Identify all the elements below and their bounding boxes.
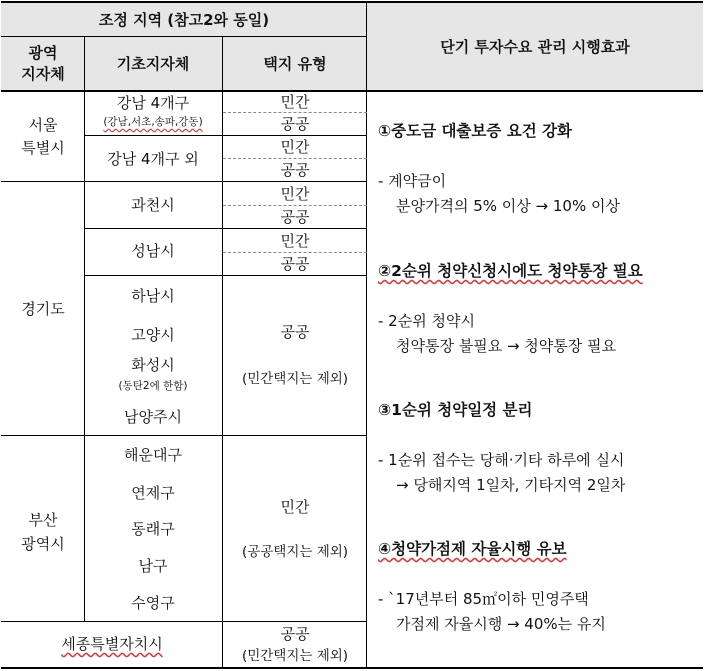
border-bottom bbox=[1, 667, 703, 669]
col-divider-metro bbox=[84, 36, 85, 622]
busan-sejong-line bbox=[1, 621, 367, 622]
seoul-type-2: 공공 bbox=[280, 115, 310, 133]
effect-1-line-2: 분양가격의 5% 이상 → 10% 이상 bbox=[396, 197, 620, 215]
col-basic-label: 기초지자체 bbox=[116, 55, 190, 73]
gyeonggi-public-type: 공공 bbox=[280, 323, 310, 341]
sejong-note: (민간택지는 제외) bbox=[241, 648, 349, 664]
col-land-type-label: 택지 유형 bbox=[263, 55, 327, 73]
hwaseong-label: 화성시 bbox=[131, 356, 175, 374]
col-metro-label-1: 광역 bbox=[28, 44, 58, 62]
dash-line-3 bbox=[223, 205, 367, 206]
effect-4-line-1: - `17년부터 85㎡이하 민영주택 bbox=[378, 590, 589, 608]
gwacheon-label: 과천시 bbox=[131, 196, 175, 214]
region-title: 조정 지역 (참고2와 동일) bbox=[98, 11, 270, 29]
busan-name-2: 광역시 bbox=[21, 535, 65, 553]
effect-4-title: ④청약가점제 자율시행 유보 bbox=[378, 540, 567, 558]
seoul-type-3: 민간 bbox=[280, 138, 310, 156]
seoul-type-1: 민간 bbox=[280, 93, 310, 111]
gangnam4-other-label: 강남 4개구 외 bbox=[107, 150, 199, 168]
effect-2-line-1: - 2순위 청약시 bbox=[378, 312, 475, 330]
effect-1-title: ①중도금 대출보증 요건 강화 bbox=[378, 122, 573, 140]
gwacheon-split-line bbox=[85, 228, 367, 229]
col-effect-label: 단기 투자수요 관리 시행효과 bbox=[440, 38, 630, 56]
sejong-name: 세종특별자치시 bbox=[61, 635, 163, 653]
border-top bbox=[1, 1, 703, 3]
seoul-gyeonggi-line bbox=[1, 181, 367, 182]
col-divider-effect bbox=[366, 1, 367, 669]
gwacheon-type-1: 민간 bbox=[280, 185, 310, 203]
effect-4-line-2: 가점제 자율시행 → 40%는 유지 bbox=[396, 615, 606, 633]
gyeonggi-public-note: (민간택지는 제외) bbox=[241, 371, 349, 387]
busan-district-3: 동래구 bbox=[131, 520, 175, 538]
dash-line-1 bbox=[223, 112, 367, 113]
effect-2-line-2: 청약통장 불필요 → 청약통장 필요 bbox=[396, 337, 617, 355]
gangnam-split-line bbox=[85, 135, 367, 136]
busan-type: 민간 bbox=[280, 498, 310, 516]
seongnam-type-2: 공공 bbox=[280, 255, 310, 273]
effect-3-line-1: - 1순위 접수는 당해·기타 하루에 실시 bbox=[378, 451, 625, 469]
seongnam-type-1: 민간 bbox=[280, 232, 310, 250]
header-bottom-line bbox=[1, 90, 703, 92]
effect-3-line-2: → 당해지역 1일차, 기타지역 2일차 bbox=[396, 476, 626, 494]
busan-district-5: 수영구 bbox=[131, 594, 175, 612]
seongnam-label: 성남시 bbox=[131, 242, 175, 260]
effect-1-line-1: - 계약금이 bbox=[378, 172, 447, 190]
col-metro-label-2: 지자체 bbox=[21, 65, 65, 83]
sejong-type: 공공 bbox=[280, 625, 310, 643]
hwaseong-note: (동탄2에 한함) bbox=[118, 380, 188, 392]
effect-2-title: ②2순위 청약신청시에도 청약통장 필요 bbox=[378, 262, 643, 280]
seoul-name-1: 서울 bbox=[28, 116, 58, 134]
seongnam-split-line bbox=[85, 275, 367, 276]
gyeonggi-busan-line bbox=[1, 435, 367, 436]
busan-district-2: 연제구 bbox=[131, 484, 175, 502]
seoul-name-2: 특별시 bbox=[21, 139, 65, 157]
gangnam4-label: 강남 4개구 bbox=[116, 94, 190, 112]
gwacheon-type-2: 공공 bbox=[280, 208, 310, 226]
busan-note: (공공택지는 제외) bbox=[241, 544, 349, 560]
dash-line-2 bbox=[223, 158, 367, 159]
effect-3-title: ③1순위 청약일정 분리 bbox=[378, 401, 533, 419]
namyangju-label: 남양주시 bbox=[124, 408, 182, 426]
busan-district-4: 남구 bbox=[138, 557, 168, 575]
goyang-label: 고양시 bbox=[131, 326, 175, 344]
header-sub-line bbox=[1, 36, 367, 37]
gangnam4-detail: (강남,서초,송파,강동) bbox=[103, 116, 203, 128]
hanam-label: 하남시 bbox=[131, 287, 175, 305]
busan-name-1: 부산 bbox=[28, 511, 58, 529]
dash-line-4 bbox=[223, 252, 367, 253]
busan-district-1: 해운대구 bbox=[124, 446, 182, 464]
gyeonggi-name: 경기도 bbox=[21, 300, 65, 318]
col-divider-basic bbox=[222, 36, 223, 668]
seoul-type-4: 공공 bbox=[280, 161, 310, 179]
